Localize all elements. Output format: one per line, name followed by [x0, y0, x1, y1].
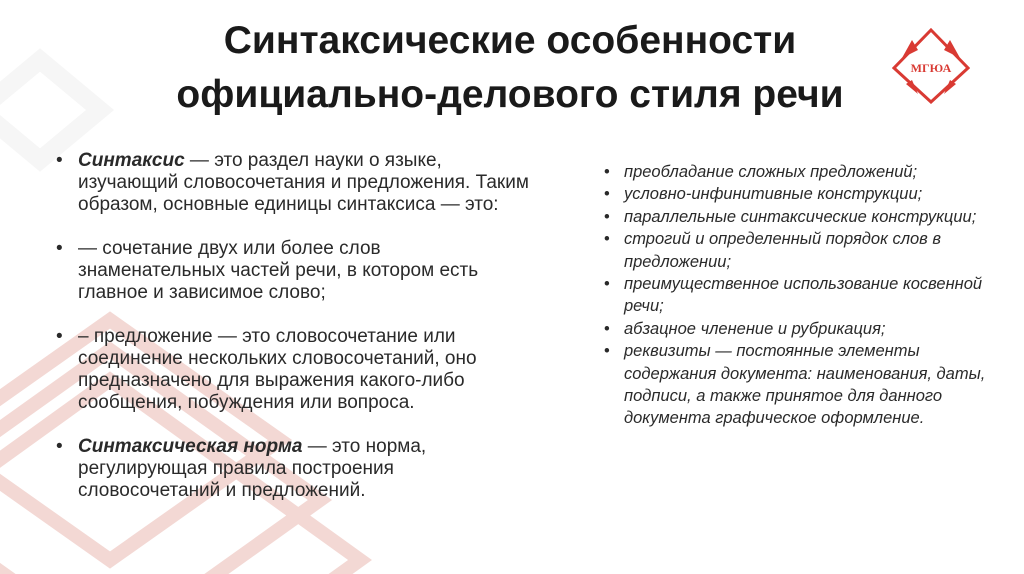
bullet-icon: •: [56, 326, 63, 347]
bullet-icon: •: [56, 238, 63, 259]
right-item-text: параллельные синтаксические конструкции;: [624, 207, 977, 226]
left-column: [50, 150, 530, 524]
right-item-text: преобладание сложных предложений;: [624, 163, 918, 181]
right-list-item: [600, 183, 1000, 205]
right-list-item: [600, 228, 1000, 273]
right-item-text: абзацное членение и рубрикация;: [624, 319, 886, 338]
right-column: [600, 161, 1000, 430]
title-line-1: Синтаксические особенности: [223, 19, 797, 62]
right-item-text: преимущественное использование косвенной речи;: [624, 275, 983, 316]
right-list-item: [600, 206, 1000, 228]
right-item-text: условно-инфинитивные конструкции;: [624, 185, 923, 204]
left-item-text: — сочетание двух или более слов знаменательных частей речи, в котором есть главное и зависимое слово;: [78, 238, 479, 303]
bullet-icon: •: [604, 185, 610, 204]
bullet-icon: •: [604, 230, 610, 249]
bullet-icon: •: [604, 319, 610, 338]
mgua-logo: [892, 28, 970, 104]
bullet-icon: •: [604, 275, 610, 294]
logo-lettering: МГЮА: [910, 61, 952, 75]
title-line-2: официально-делового стиля речи: [176, 73, 844, 116]
left-item-syntax: [50, 150, 530, 216]
left-item-sentence: [50, 326, 530, 414]
right-list-item: [600, 161, 1000, 183]
left-item-text: — это раздел науки о языке, изучающий словосочетания и предложения. Таким образом, основные единицы синтаксиса — это:: [78, 150, 529, 215]
left-item-word-combination: [50, 238, 530, 304]
bullet-icon: •: [56, 436, 63, 457]
right-list-item: [600, 273, 1000, 318]
bullet-icon: •: [604, 342, 610, 361]
bullet-icon: •: [56, 150, 63, 171]
left-item-syntax-norm: [50, 436, 530, 502]
bullet-icon: •: [604, 163, 610, 181]
bullet-icon: •: [604, 207, 610, 226]
right-item-text: реквизиты — постоянные элементы содержания документа: наименования, даты, подписи, а также принятое для данного документа графическое оформление.: [624, 342, 986, 428]
right-list-item: [600, 340, 1000, 430]
term-syntax-norm: Синтаксическая норма: [78, 436, 303, 457]
slide-title: [110, 14, 910, 122]
right-item-text: строгий и определенный порядок слов в предложении;: [624, 230, 941, 271]
right-list-item: [600, 318, 1000, 340]
left-item-text: — это норма, регулирующая правила построения словосочетаний и предложений.: [78, 436, 427, 501]
left-item-text: – предложение — это словосочетание или соединение нескольких словосочетаний, оно предназначено для выражения какого-либо сообщения, побуждения или вопроса.: [78, 326, 477, 413]
term-syntax: Синтаксис: [78, 150, 185, 171]
